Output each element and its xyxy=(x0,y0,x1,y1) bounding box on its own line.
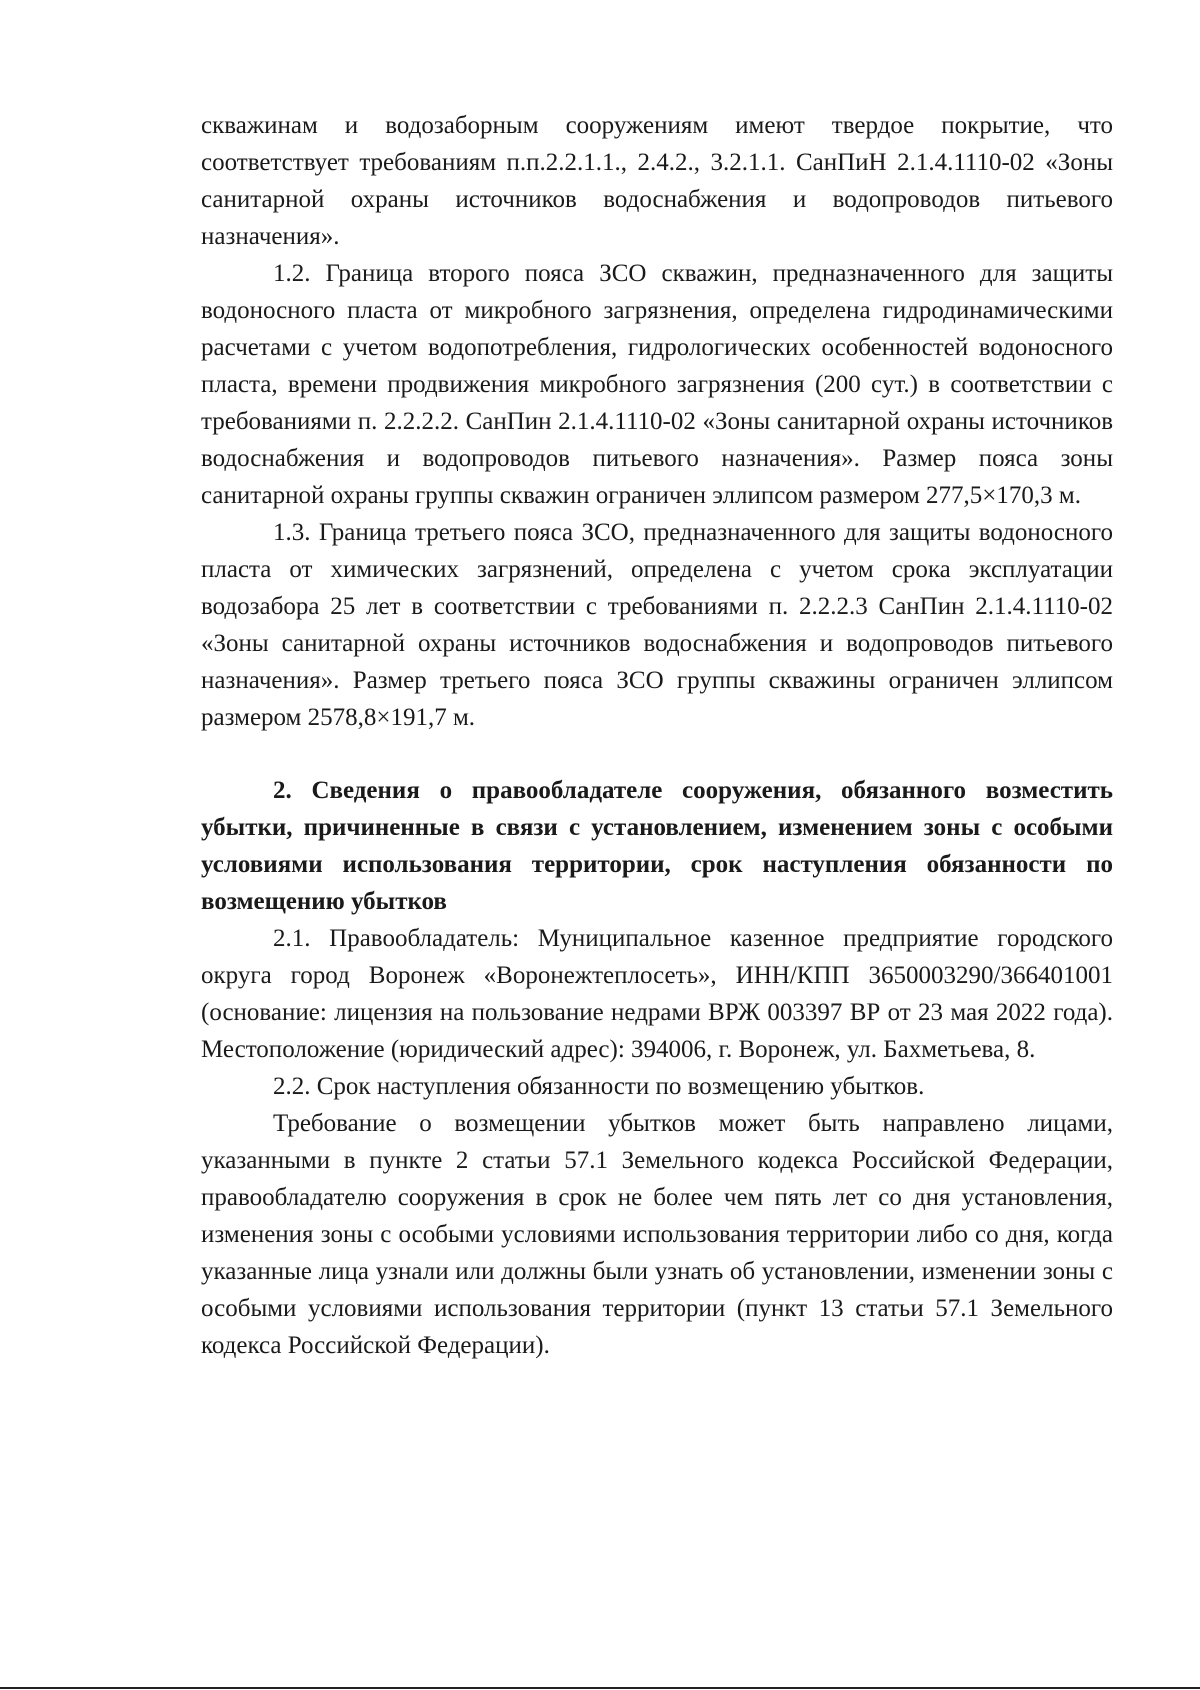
paragraph-2-2: 2.2. Срок наступления обязанности по возмещению убытков. xyxy=(273,1073,925,1100)
paragraph-2-1: 2.1. Правообладатель: Муниципальное казенное предприятие городского округа город Воронеж «Воронежтеплосеть», ИНН/КПП 3650003290/366401001 (основание: лицензия на пользование недрами ВРЖ 003397 ВР от 23 мая 2022 года). Местоположение (юридический адрес): 394006, г. Воронеж, ул. Бахметьева, 8. xyxy=(201,925,1113,1063)
paragraph-continuation: скважинам и водозаборным сооружениям имеют твердое покрытие, что соответствует требованиям п.п.2.2.1.1., 2.4.2., 3.2.1.1. СанПиН 2.1.4.1110-02 «Зоны санитарной охраны источников водоснабжения и водопроводов питьевого назначения». xyxy=(201,112,1113,250)
paragraph-requirement: Требование о возмещении убытков может быть направлено лицами, указанными в пункте 2 статьи 57.1 Земельного кодекса Российской Федерации, правообладателю сооружения в срок не более чем пять лет со дня установления, изменения зоны с особыми условиями использования территории либо со дня, когда указанные лица узнали или должны были узнать об установлении, изменении зоны с особыми условиями использования территории (пункт 13 статьи 57.1 Земельного кодекса Российской Федерации). xyxy=(201,1110,1113,1359)
paragraph-1-2: 1.2. Граница второго пояса ЗСО скважин, предназначенного для защиты водоносного пласта от микробного загрязнения, определена гидродинамическими расчетами с учетом водопотребления, гидрологических особенностей водоносного пласта, времени продвижения микробного загрязнения (200 сут.) в соответствии с требованиями п. 2.2.2.2. СанПин 2.1.4.1110-02 «Зоны санитарной охраны источников водоснабжения и водопроводов питьевого назначения». Размер пояса зоны санитарной охраны группы скважин ограничен эллипсом размером 277,5×170,3 м. xyxy=(201,260,1113,509)
section-2-heading: 2. Сведения о правообладателе сооружения, обязанного возместить убытки, причиненные в связи с установлением, изменением зоны с особыми условиями использования территории, срок наступления обязанности по возмещению убытков xyxy=(201,777,1113,915)
paragraph-1-3: 1.3. Граница третьего пояса ЗСО, предназначенного для защиты водоносного пласта от химических загрязнений, определена с учетом срока эксплуатации водозабора 25 лет в соответствии с требованиями п. 2.2.2.3 СанПин 2.1.4.1110-02 «Зоны санитарной охраны источников водоснабжения и водопроводов питьевого назначения». Размер третьего пояса ЗСО группы скважины ограничен эллипсом размером 2578,8×191,7 м. xyxy=(201,519,1113,731)
bottom-scan-edge-line xyxy=(0,1687,1200,1689)
section-spacer xyxy=(201,736,1113,772)
document-body xyxy=(201,107,1113,1364)
